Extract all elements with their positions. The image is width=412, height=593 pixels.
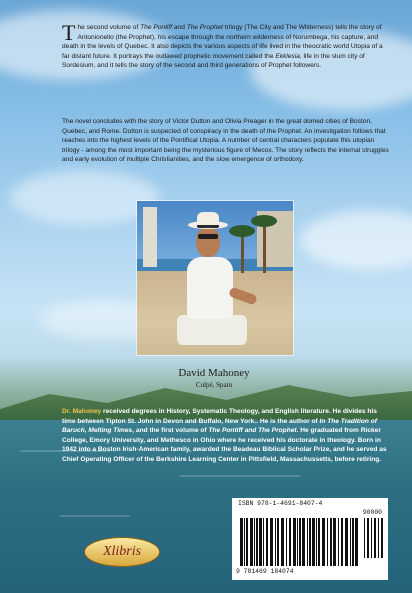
ean-digits: 9 781469 184074: [236, 568, 294, 575]
barcode-bar: [367, 518, 369, 558]
barcode-bar: [240, 518, 243, 566]
sky-cloud: [300, 210, 412, 270]
barcode-bar: [322, 518, 325, 566]
barcode-bar: [345, 518, 348, 566]
barcode-bar: [244, 518, 245, 566]
barcode-bar: [289, 518, 291, 566]
barcode-bar: [312, 518, 315, 566]
barcode-bars: [240, 518, 360, 566]
barcode-bar: [263, 518, 264, 566]
barcode-bar: [371, 518, 372, 558]
barcode-bar: [355, 518, 358, 566]
barcode-bar: [364, 518, 365, 558]
isbn-number: ISBN 978-1-4691-8407-4: [238, 500, 323, 507]
author-bio: Dr. Mahoney received degrees in History, Systematic Theology, and English literature. He divides his time between Tipton St. John in Devon and Buffalo, New York.. He is the author of In The Tradition of Baruch, Melting Times, and the first volume of The Pontiff and The Prophet. He graduated from Ricker College, Emory University, and Methesco in Ohio where he received his doctorate in theology. Born in 1942 into a Boston Irish-American family, awarded the Beadeau Biblical Scholar Prize, and he served as Chief Operating Officer of the Berkshire Learning Center in Pittsfield, Massachussetts, before retiring.: [62, 408, 387, 463]
barcode-bar: [250, 518, 253, 566]
barcode-bar: [299, 518, 301, 566]
barcode-bar: [256, 518, 258, 566]
barcode-bar: [309, 518, 311, 566]
barcode-bar: [316, 518, 317, 566]
bio-author-name: Dr. Mahoney: [62, 408, 102, 415]
barcode-bar: [378, 518, 379, 558]
blurb-paragraph-2: The novel concludes with the story of Victor Dutton and Olivia Preager in the great domed cities of Boston, Quebec, and Rome. Dutton is suspected of conspiracy in the death of the Prophet. An investigation follows that reaches into the highest levels of the Pontifical Utopia. A number of central characters populate this utopian trilogy - among the most important being the mysterious figure of Mecox. The story reflects the internal struggles and early evolution of multiple Christianities, and the slow emergence of orthodoxy.: [62, 118, 389, 164]
author-photo: [136, 200, 294, 356]
barcode-bar: [350, 518, 351, 566]
barcode-bar: [330, 518, 332, 566]
barcode-bar: [266, 518, 268, 566]
publisher-logo: [84, 537, 160, 567]
barcode-bar: [297, 518, 298, 566]
barcode-bar: [318, 518, 320, 566]
barcode-bar: [307, 518, 308, 566]
barcode-bar: [275, 518, 276, 566]
barcode-bar: [333, 518, 336, 566]
publisher-logo-text: Xlibris: [102, 544, 142, 559]
barcode-bar: [270, 518, 273, 566]
author-name-caption: David Mahoney: [178, 367, 250, 379]
barcode-addon-bars: [364, 518, 384, 558]
barcode-bar: [338, 518, 339, 566]
author-location-caption: Culpé, Spain: [195, 381, 233, 389]
barcode-bar: [381, 518, 383, 558]
barcode-bar: [352, 518, 354, 566]
barcode-bar: [277, 518, 279, 566]
barcode-bar: [259, 518, 262, 566]
barcode-bar: [327, 518, 328, 566]
isbn-barcode: [232, 498, 388, 580]
drop-cap: T: [62, 20, 76, 45]
barcode-bar: [286, 518, 287, 566]
barcode-bar: [293, 518, 296, 566]
blurb-paragraph-1: The second volume of The Pontiff and The Prophet trilogy (The City and The Wilderness) tells the story of Antonionello (the Prophet), his escape through the northern wilderness of Norumbega, his capture, and death in the levels of Quebec. It also depicts the various aspects of life lived in the theocratic world Utopia of a far distant future. It portrays the outlawed prophetic movement called the Ekklesia, life in the slum city of Sordesium, and it tells the story of the second and third generations of Prophet followers.: [62, 20, 383, 70]
barcode-bar: [302, 518, 305, 566]
barcode-bar: [254, 518, 255, 566]
barcode-bar: [374, 518, 376, 558]
price-code: 90000: [362, 509, 382, 516]
barcode-bar: [246, 518, 248, 566]
barcode-bar: [281, 518, 284, 566]
barcode-bar: [341, 518, 343, 566]
